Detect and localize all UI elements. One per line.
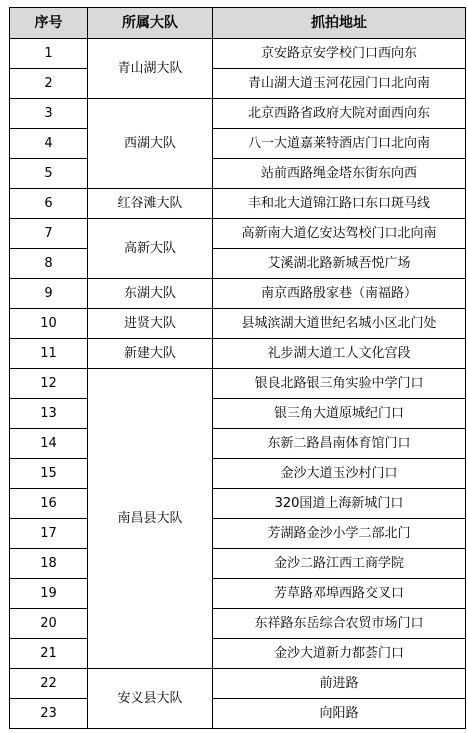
serial-number-cell: 19 [10,579,88,609]
address-cell: 前进路 [213,669,466,699]
team-cell: 安义县大队 [88,669,213,729]
address-cell: 丰和北大道锦江路口东口斑马线 [213,189,466,219]
table-row [10,309,466,339]
table-row [10,519,466,549]
capture-location-table [9,7,466,729]
address-cell: 芳湖路金沙小学二部北门 [213,519,466,549]
header-row [10,8,466,39]
table-row [10,279,466,309]
serial-number-cell: 21 [10,639,88,669]
address-cell: 高新南大道亿安达驾校门口北向南 [213,219,466,249]
serial-number-cell: 20 [10,609,88,639]
table-row [10,159,466,189]
address-cell: 京安路京安学校门口西向东 [213,39,466,69]
serial-number-cell: 17 [10,519,88,549]
address-cell: 金沙大道玉沙村门口 [213,459,466,489]
table-row [10,459,466,489]
serial-number-cell: 18 [10,549,88,579]
table-row [10,99,466,129]
team-cell: 高新大队 [88,219,213,279]
serial-number-cell: 13 [10,399,88,429]
header-address: 抓拍地址 [213,8,466,39]
serial-number-cell: 12 [10,369,88,399]
serial-number-cell: 2 [10,69,88,99]
address-cell: 320国道上海新城门口 [213,489,466,519]
address-cell: 县城滨湖大道世纪名城小区北门处 [213,309,466,339]
serial-number-cell: 6 [10,189,88,219]
table-row [10,549,466,579]
address-cell: 站前西路绳金塔东街东向西 [213,159,466,189]
header-serial-number: 序号 [10,8,88,39]
address-cell: 青山湖大道玉河花园门口北向南 [213,69,466,99]
team-cell: 西湖大队 [88,99,213,189]
table-row [10,249,466,279]
address-cell: 东新二路昌南体育馆门口 [213,429,466,459]
team-cell: 进贤大队 [88,309,213,339]
table-header [10,8,466,39]
team-cell: 南昌县大队 [88,369,213,669]
serial-number-cell: 15 [10,459,88,489]
address-cell: 银良北路银三角实验中学门口 [213,369,466,399]
table-row [10,639,466,669]
address-cell: 礼步湖大道工人文化宫段 [213,339,466,369]
address-cell: 金沙二路江西工商学院 [213,549,466,579]
address-cell: 金沙大道新力都荟门口 [213,639,466,669]
address-cell: 八一大道嘉莱特酒店门口北向南 [213,129,466,159]
table-row [10,609,466,639]
table-row [10,219,466,249]
table-row [10,39,466,69]
table-row [10,489,466,519]
serial-number-cell: 9 [10,279,88,309]
address-cell: 东祥路东岳综合农贸市场门口 [213,609,466,639]
serial-number-cell: 10 [10,309,88,339]
table-row [10,669,466,699]
serial-number-cell: 7 [10,219,88,249]
serial-number-cell: 3 [10,99,88,129]
address-cell: 银三角大道原城纪门口 [213,399,466,429]
serial-number-cell: 8 [10,249,88,279]
header-team: 所属大队 [88,8,213,39]
table-row [10,189,466,219]
address-cell: 向阳路 [213,699,466,729]
serial-number-cell: 1 [10,39,88,69]
address-cell: 南京西路殷家巷（南福路） [213,279,466,309]
team-cell: 红谷滩大队 [88,189,213,219]
team-cell: 新建大队 [88,339,213,369]
table-row [10,399,466,429]
table-row [10,699,466,729]
table-row [10,369,466,399]
table-row [10,429,466,459]
serial-number-cell: 16 [10,489,88,519]
table-row [10,69,466,99]
table-row [10,339,466,369]
serial-number-cell: 5 [10,159,88,189]
team-cell: 青山湖大队 [88,39,213,99]
address-cell: 北京西路省政府大院对面西向东 [213,99,466,129]
team-cell: 东湖大队 [88,279,213,309]
table-row [10,129,466,159]
address-cell: 艾溪湖北路新城吾悦广场 [213,249,466,279]
serial-number-cell: 14 [10,429,88,459]
serial-number-cell: 11 [10,339,88,369]
serial-number-cell: 23 [10,699,88,729]
serial-number-cell: 22 [10,669,88,699]
table-body [10,39,466,729]
table-row [10,579,466,609]
serial-number-cell: 4 [10,129,88,159]
address-cell: 芳草路邓埠西路交叉口 [213,579,466,609]
